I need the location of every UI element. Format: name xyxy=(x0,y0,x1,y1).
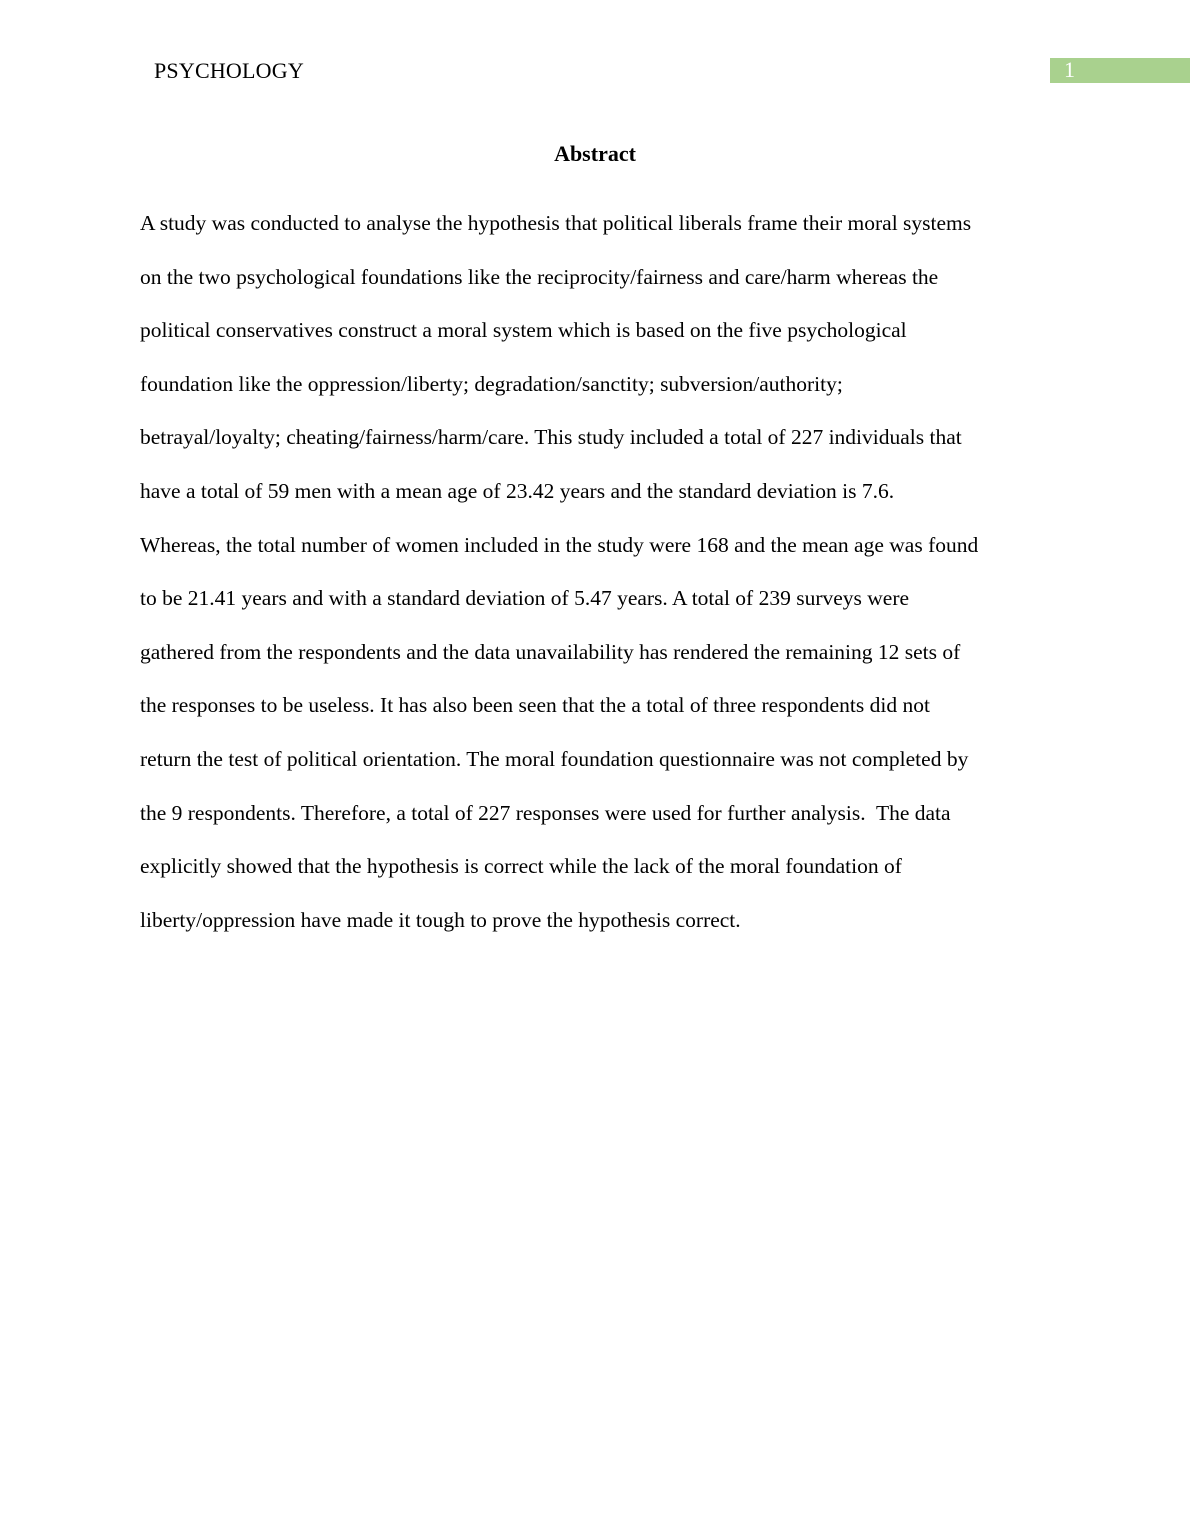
abstract-body xyxy=(140,209,1100,959)
abstract-line: to be 21.41 years and with a standard deviation of 5.47 years. A total of 239 surveys were xyxy=(140,586,910,611)
abstract-line: have a total of 59 men with a mean age of 23.42 years and the standard deviation is 7.6. xyxy=(140,478,895,503)
page-number: 1 xyxy=(1064,57,1075,82)
abstract-line: the responses to be useless. It has also been seen that the a total of three respondents did not xyxy=(140,693,930,718)
abstract-line: betrayal/loyalty; cheating/fairness/harm/care. This study included a total of 227 individuals that xyxy=(140,425,962,450)
abstract-line: foundation like the oppression/liberty; degradation/sanctity; subversion/authority; xyxy=(140,371,843,396)
page-number-bar xyxy=(1050,58,1190,83)
abstract-line: the 9 respondents. Therefore, a total of 227 responses were used for further analysis. The data xyxy=(140,800,951,825)
abstract-line: A study was conducted to analyse the hypothesis that political liberals frame their moral systems xyxy=(140,211,972,235)
abstract-line: liberty/oppression have made it tough to prove the hypothesis correct. xyxy=(140,907,741,932)
abstract-line: return the test of political orientation. The moral foundation questionnaire was not completed by xyxy=(140,746,969,771)
abstract-line: gathered from the respondents and the data unavailability has rendered the remaining 12 sets of xyxy=(140,639,961,664)
abstract-title: Abstract xyxy=(554,141,636,166)
running-head: PSYCHOLOGY xyxy=(154,58,304,83)
abstract-line: political conservatives construct a moral system which is based on the five psychological xyxy=(140,318,907,343)
abstract-line: Whereas, the total number of women included in the study were 168 and the mean age was found xyxy=(140,532,979,557)
abstract-line: explicitly showed that the hypothesis is correct while the lack of the moral foundation of xyxy=(140,854,902,879)
abstract-line: on the two psychological foundations like the reciprocity/fairness and care/harm whereas the xyxy=(140,264,939,289)
